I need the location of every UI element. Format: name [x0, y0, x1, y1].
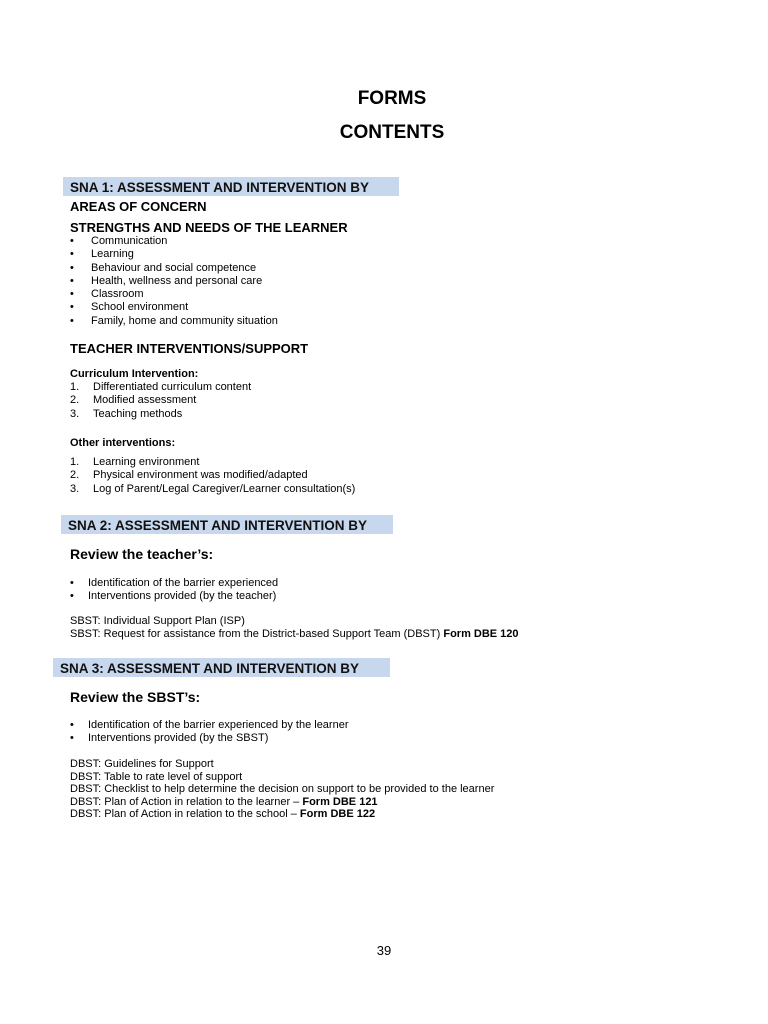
forms-title: FORMS — [357, 88, 427, 109]
teacher-interventions-heading: TEACHER INTERVENTIONS/SUPPORT — [70, 341, 309, 356]
list-item: • Family, home and community situation — [70, 314, 278, 327]
sna3-list — [70, 719, 349, 746]
list-item: • Identification of the barrier experienced — [70, 577, 279, 589]
bullet-icon: • — [70, 261, 74, 274]
other-interventions-heading: Other interventions: — [70, 437, 176, 449]
list-item: 1. Learning environment — [70, 456, 200, 468]
other-interventions-list — [70, 456, 356, 496]
list-item: 3. Log of Parent/Legal Caregiver/Learner consultation(s) — [70, 482, 356, 495]
sbst-isp-line: SBST: Individual Support Plan (ISP) — [70, 615, 245, 627]
sna2-sbst-lines — [70, 615, 519, 640]
page-number: 39 — [376, 943, 392, 958]
bullet-icon: • — [70, 274, 74, 287]
form-reference: Form DBE 122 — [299, 808, 376, 821]
list-item: • Behaviour and social competence — [70, 261, 257, 274]
list-item: 2. Modified assessment — [70, 394, 197, 407]
sna3-dbst-lines — [70, 758, 494, 821]
dbst-line: DBST: Table to rate level of support — [70, 770, 243, 783]
list-item: • Interventions provided (by the teacher) — [70, 590, 277, 603]
bullet-icon: • — [70, 732, 74, 745]
areas-of-concern-heading: AREAS OF CONCERN — [70, 199, 207, 214]
list-item: 2. Physical environment was modified/adapted — [70, 469, 308, 482]
list-item: • Communication — [70, 235, 168, 247]
list-item: 1. Differentiated curriculum content — [70, 381, 252, 393]
dbst-line: DBST: Plan of Action in relation to the school – Form DBE 122 — [70, 808, 376, 821]
bullet-icon: • — [70, 577, 74, 589]
list-item: 3. Teaching methods — [70, 407, 183, 420]
sna3-band: SNA 3: ASSESSMENT AND INTERVENTION BY — [53, 658, 390, 677]
strengths-list — [70, 235, 278, 328]
bullet-icon: • — [70, 235, 74, 247]
review-sbst-heading: Review the SBST’s: — [70, 689, 201, 705]
sbst-request-line: SBST: Request for assistance from the District-based Support Team (DBST) Form DBE 120 — [70, 627, 519, 640]
curriculum-list — [70, 381, 252, 421]
dbst-line: DBST: Checklist to help determine the decision on support to be provided to the learner — [70, 783, 495, 796]
curriculum-intervention-heading: Curriculum Intervention: — [70, 368, 199, 380]
list-item: • School environment — [70, 301, 189, 314]
strengths-heading: STRENGTHS AND NEEDS OF THE LEARNER — [70, 220, 348, 235]
bullet-icon: • — [70, 590, 74, 603]
sna2-band: SNA 2: ASSESSMENT AND INTERVENTION BY — [61, 515, 393, 534]
review-teacher-heading: Review the teacher’s: — [70, 546, 214, 562]
dbst-line: DBST: Plan of Action in relation to the learner – Form DBE 121 — [70, 795, 378, 808]
list-item: • Interventions provided (by the SBST) — [70, 732, 269, 745]
list-item: • Health, wellness and personal care — [70, 274, 263, 287]
form-reference: Form DBE 121 — [302, 795, 378, 808]
form-reference: Form DBE 120 — [443, 627, 519, 640]
list-item: • Classroom — [70, 288, 144, 301]
sna1-band: SNA 1: ASSESSMENT AND INTERVENTION BY — [63, 177, 399, 196]
bullet-icon: • — [70, 314, 74, 327]
bullet-icon: • — [70, 288, 74, 301]
contents-title: CONTENTS — [339, 122, 445, 143]
list-item: • Identification of the barrier experienced by the learner — [70, 719, 349, 731]
sna2-list — [70, 577, 279, 604]
bullet-icon: • — [70, 301, 74, 314]
list-item: • Learning — [70, 248, 134, 261]
dbst-line: DBST: Guidelines for Support — [70, 758, 214, 770]
bullet-icon: • — [70, 719, 74, 731]
bullet-icon: • — [70, 248, 74, 261]
